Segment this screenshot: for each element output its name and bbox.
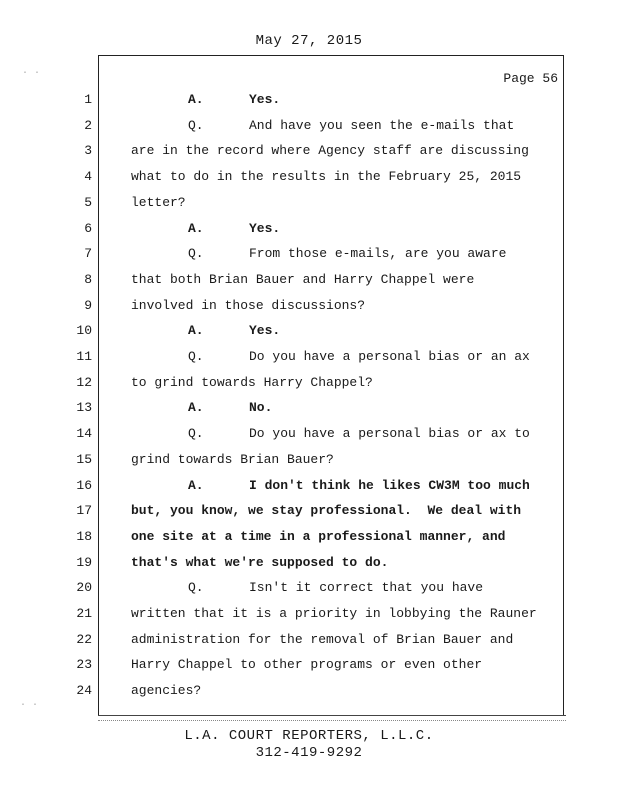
line-number: 5: [84, 194, 92, 210]
transcript-line: [0, 141, 618, 161]
transcript-line: [0, 167, 618, 187]
line-text: that both Brian Bauer and Harry Chappel were: [131, 271, 475, 287]
speaker-label: Q.: [188, 349, 204, 364]
line-number: 7: [84, 246, 92, 262]
transcript-date: May 27, 2015: [255, 33, 363, 49]
line-text: grind towards Brian Bauer?: [131, 451, 334, 467]
line-number: 4: [84, 169, 92, 185]
transcript-line: [0, 450, 618, 470]
line-number: 13: [76, 400, 92, 416]
line-number: 24: [76, 683, 92, 699]
line-text: I don't think he likes CW3M too much: [249, 477, 530, 493]
line-text: agencies?: [131, 683, 202, 699]
line-number: 2: [84, 117, 92, 133]
line-number: 14: [76, 426, 92, 442]
transcript-line: [0, 681, 618, 701]
line-text: letter?: [131, 194, 186, 210]
line-text: Yes.: [249, 220, 281, 236]
transcript-line: [0, 219, 618, 239]
line-text: written that it is a priority in lobbying the Rauner: [131, 606, 537, 621]
line-number: 8: [84, 271, 92, 287]
line-text: Do you have a personal bias or an ax: [249, 349, 530, 364]
line-number: 12: [76, 374, 92, 390]
line-text: No.: [249, 400, 273, 416]
transcript-line: [0, 578, 618, 598]
line-text: what to do in the results in the February 25, 2015: [131, 169, 522, 185]
line-number: 20: [76, 580, 92, 596]
transcript-line: [0, 527, 618, 547]
transcript-line: [0, 553, 618, 573]
speaker-label: Q.: [188, 117, 204, 133]
transcript-line: [0, 630, 618, 650]
transcript-line: [0, 424, 618, 444]
transcript-line: [0, 116, 618, 136]
speaker-label: A.: [188, 220, 204, 236]
transcript-line: [0, 398, 618, 418]
line-text: involved in those discussions?: [131, 297, 366, 313]
line-number: 1: [84, 92, 92, 107]
line-number: 6: [84, 220, 92, 236]
line-number: 23: [76, 657, 92, 673]
transcript-line: [0, 604, 618, 624]
transcript-line: [0, 270, 618, 290]
line-text: Yes.: [249, 92, 281, 107]
line-text: administration for the removal of Brian Bauer and: [131, 631, 514, 647]
line-number: 17: [76, 503, 92, 519]
transcript-line: [0, 476, 618, 496]
line-number: 19: [76, 554, 92, 570]
transcript-line: [0, 655, 618, 675]
line-number: 10: [76, 323, 92, 339]
line-text: that's what we're supposed to do.: [131, 554, 389, 570]
line-number: 11: [76, 349, 92, 364]
transcript-line: [0, 244, 618, 264]
transcript-line: [0, 501, 618, 521]
speaker-label: Q.: [188, 426, 204, 442]
line-text: are in the record where Agency staff are discussing: [131, 143, 529, 159]
line-number: 16: [76, 477, 92, 493]
transcript-line: [0, 193, 618, 213]
speaker-label: A.: [188, 400, 204, 416]
line-text: one site at a time in a professional manner, and: [131, 528, 506, 544]
line-text: From those e-mails, are you aware: [249, 246, 507, 262]
line-text: but, you know, we stay professional. We deal with: [131, 503, 522, 519]
line-number: 21: [76, 606, 92, 621]
transcript-line: [0, 321, 618, 341]
frame-bottom-rule: [98, 715, 566, 721]
line-number: 3: [84, 143, 92, 159]
speaker-label: Q.: [188, 580, 204, 596]
speaker-label: A.: [188, 323, 204, 339]
line-text: to grind towards Harry Chappel?: [131, 374, 373, 390]
transcript-line: [0, 373, 618, 393]
page-number: Page 56: [503, 71, 558, 86]
line-text: And have you seen the e-mails that: [249, 117, 515, 133]
speaker-label: A.: [188, 477, 204, 493]
speaker-label: Q.: [188, 246, 204, 262]
line-text: Harry Chappel to other programs or even other: [131, 657, 483, 673]
transcript-line: [0, 90, 618, 110]
line-number: 18: [76, 528, 92, 544]
scan-speck: · ·: [20, 700, 39, 711]
speaker-label: A.: [188, 92, 204, 107]
footer-company: L.A. COURT REPORTERS, L.L.C.: [184, 728, 434, 744]
footer-phone: 312-419-9292: [255, 745, 363, 761]
line-text: Yes.: [249, 323, 281, 339]
line-number: 15: [76, 451, 92, 467]
line-text: Isn't it correct that you have: [249, 580, 484, 596]
line-text: Do you have a personal bias or ax to: [249, 426, 530, 442]
scan-speck: · ·: [22, 68, 41, 79]
line-number: 22: [76, 631, 92, 647]
transcript-line: [0, 296, 618, 316]
transcript-line: [0, 347, 618, 367]
line-number: 9: [84, 297, 92, 313]
